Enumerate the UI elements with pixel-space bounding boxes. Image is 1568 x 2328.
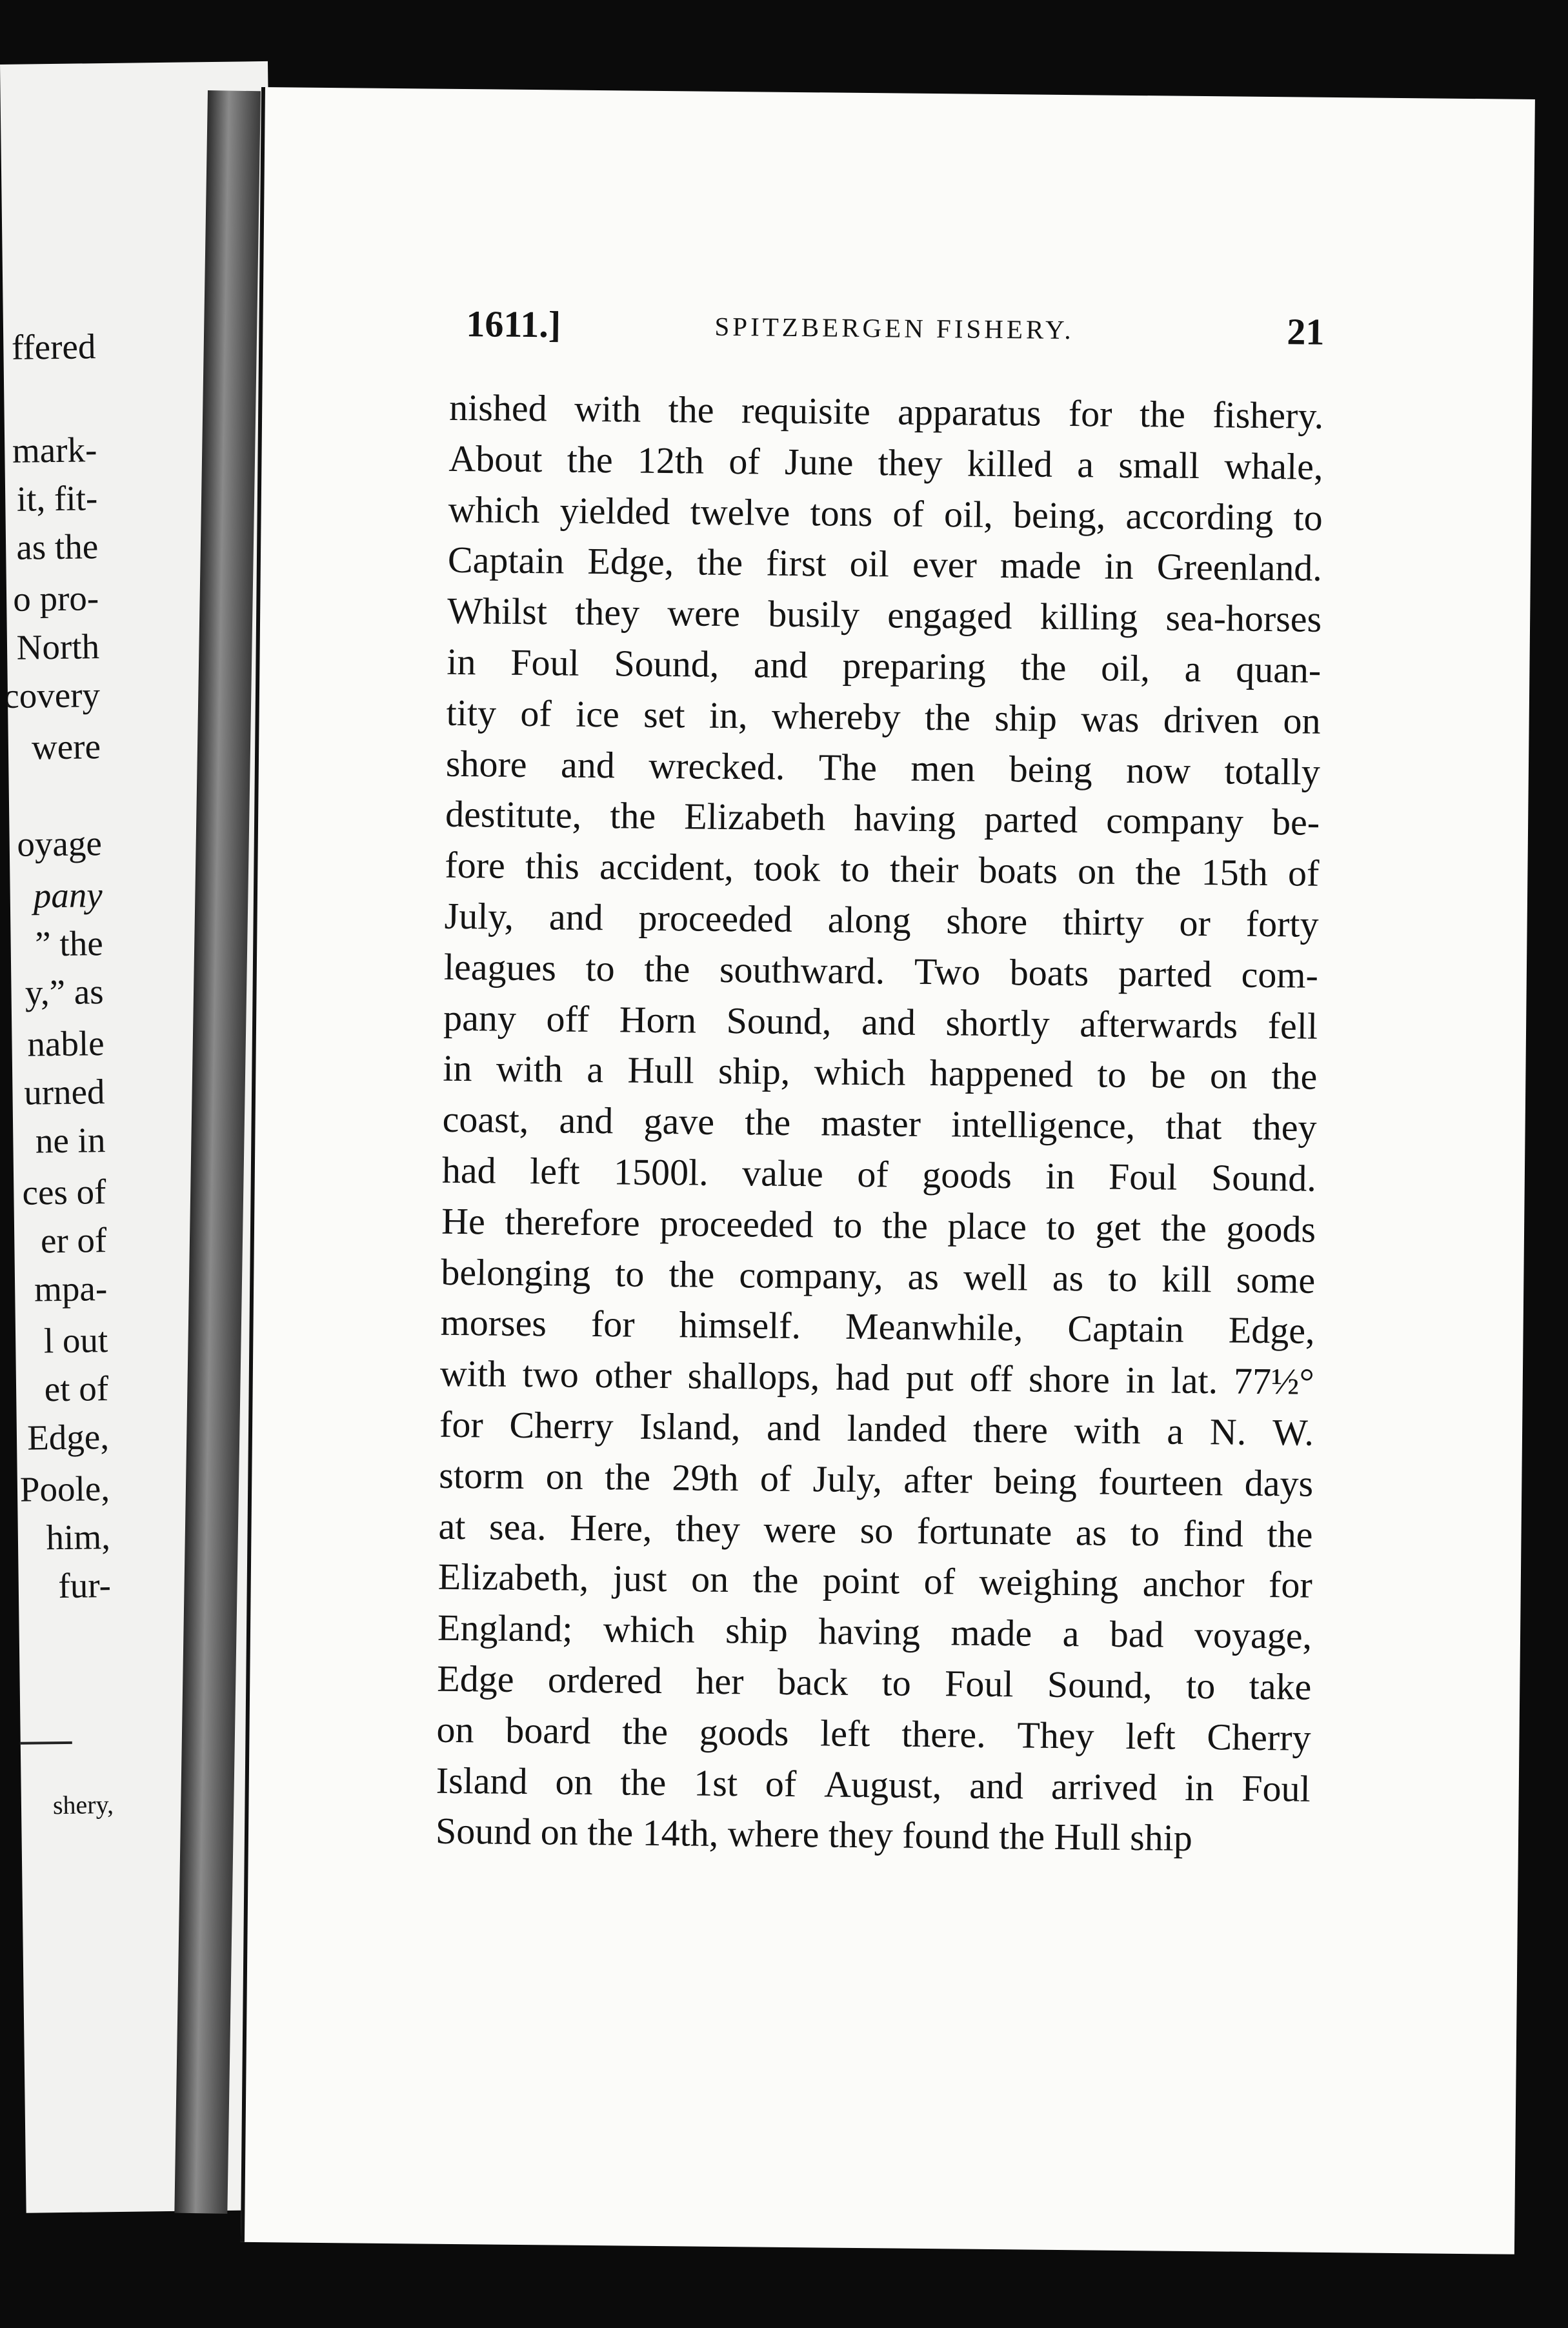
text-line: with two other shallops, had put off shore in lat. 77½°: [439, 1352, 1315, 1403]
facing-page-line: pany: [33, 875, 103, 916]
text-line: leagues to the southward. Two boats parted com-: [443, 945, 1319, 996]
body-text: [436, 383, 1324, 1865]
text-line: tity of ice set in, whereby the ship was driven on: [446, 691, 1321, 742]
book-page: [241, 87, 1535, 2254]
facing-page-line: mark-: [12, 430, 97, 470]
text-line: which yielded twelve tons of oil, being, according to: [448, 488, 1323, 539]
running-header: [466, 302, 1325, 362]
facing-page-line: ” the: [34, 923, 104, 964]
text-line: had left 1500l. value of goods in Foul Sound.: [441, 1149, 1317, 1199]
text-line: on board the goods left there. They left Cherry: [436, 1708, 1311, 1759]
running-year: 1611.]: [466, 303, 561, 346]
facing-page-line: ne in: [35, 1120, 106, 1161]
facing-page-footnote: shery,: [52, 1790, 114, 1820]
text-line: storm on the 29th of July, after being fourteen days: [439, 1454, 1314, 1505]
facing-page-line: covery: [3, 675, 101, 716]
text-line: About the 12th of June they killed a small whale,: [448, 437, 1323, 488]
facing-page-line: fur-: [58, 1565, 112, 1606]
facing-page-line: ffered: [11, 326, 96, 367]
text-line: in Foul Sound, and preparing the oil, a quan-: [447, 640, 1322, 691]
facing-page-line: ces of: [22, 1172, 106, 1212]
text-line: He therefore proceeded to the place to get the goods: [441, 1199, 1316, 1250]
facing-page-line: l out: [43, 1320, 108, 1361]
text-line: Whilst they were busily engaged killing sea-horses: [447, 589, 1322, 640]
text-line: July, and proceeded along shore thirty or forty: [444, 894, 1319, 945]
facing-page-line: it, fit-: [16, 478, 98, 519]
text-line: pany off Horn Sound, and shortly afterwards fell: [443, 996, 1318, 1047]
text-line: Elizabeth, just on the point of weighing anchor for: [437, 1556, 1313, 1607]
facing-page-line: oyage: [17, 823, 103, 864]
facing-page-line: er of: [40, 1220, 107, 1261]
text-line: morses for himself. Meanwhile, Captain Edge,: [440, 1301, 1315, 1352]
page-number: 21: [1287, 310, 1325, 353]
facing-page-line: Poole,: [19, 1469, 110, 1509]
facing-page-line: mpa-: [34, 1269, 108, 1309]
facing-page-line: urned: [23, 1072, 105, 1112]
facing-page-line: o pro-: [12, 578, 99, 619]
facing-page-line: nable: [27, 1023, 105, 1064]
text-line: at sea. Here, they were so fortunate as to find the: [438, 1505, 1313, 1556]
facing-page-line: y,” as: [25, 972, 104, 1012]
text-line: Edge ordered her back to Foul Sound, to take: [437, 1657, 1312, 1708]
facing-page-line: as the: [16, 527, 99, 567]
text-line: shore and wrecked. The men being now totally: [445, 742, 1321, 793]
text-line: Island on the 1st of August, and arrived in Foul: [436, 1759, 1311, 1810]
facing-page-line: et of: [44, 1369, 109, 1409]
footnote-rule: [21, 1741, 72, 1745]
text-line: Captain Edge, the first oil ever made in Greenland.: [447, 539, 1323, 590]
text-line: England; which ship having made a bad voyage,: [437, 1606, 1312, 1657]
text-line: destitute, the Elizabeth having parted company be-: [445, 793, 1320, 844]
facing-page-line: Edge,: [26, 1417, 110, 1458]
facing-page-line: North: [16, 627, 100, 667]
text-line: nished with the requisite apparatus for the fishery.: [448, 386, 1324, 437]
text-line: in with a Hull ship, which happened to be on the: [443, 1047, 1318, 1098]
running-title: SPITZBERGEN FISHERY.: [714, 311, 1074, 345]
text-line: Sound on the 14th, where they found the Hull ship: [435, 1810, 1193, 1860]
text-line: belonging to the company, as well as to kill some: [441, 1250, 1316, 1301]
text-line: coast, and gave the master intelligence, that they: [442, 1098, 1317, 1149]
facing-page-line: him,: [46, 1517, 111, 1558]
facing-page-line: were: [31, 727, 101, 767]
text-line: for Cherry Island, and landed there with a N. W.: [439, 1403, 1314, 1454]
text-line: fore this accident, took to their boats on the 15th of: [445, 843, 1320, 894]
